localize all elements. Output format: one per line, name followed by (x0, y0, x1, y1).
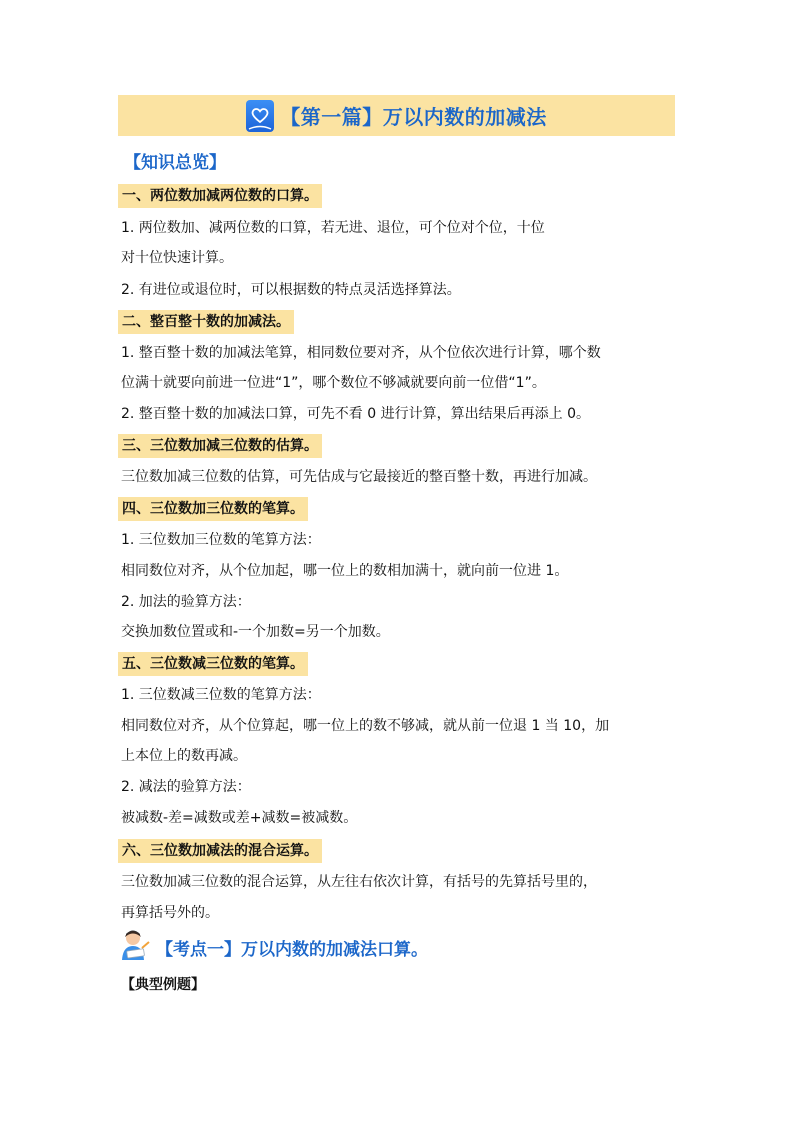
section-heading-6: 六、三位数加减法的混合运算。 (118, 839, 322, 863)
title-banner (118, 95, 675, 136)
kaodian-heading-row (118, 930, 428, 964)
page-title: 【第一篇】万以内数的加减法 (280, 105, 547, 129)
kaodian-heading: 【考点一】万以内数的加减法口算。 (156, 939, 428, 960)
typical-examples-heading: 【典型例题】 (121, 977, 205, 993)
section-heading-1: 一、两位数加减两位数的口算。 (118, 184, 322, 208)
section-5-line-5: 被减数-差=减数或差+减数=被减数。 (121, 810, 358, 826)
section-1-line-1: 1. 两位数加、减两位数的口算，若无进、退位，可个位对个位，十位 (121, 220, 545, 236)
section-6-line-1: 三位数加减三位数的混合运算，从左往右依次计算，有括号的先算括号里的， (121, 874, 597, 890)
section-1-line-2: 对十位快速计算。 (121, 250, 233, 266)
section-2-line-1: 1. 整百整十数的加减法笔算，相同数位要对齐，从个位依次进行计算，哪个数 (121, 345, 601, 361)
section-heading-2: 二、整百整十数的加减法。 (118, 310, 294, 334)
student-reading-icon (118, 928, 152, 966)
section-2-line-2: 位满十就要向前进一位进“1”，哪个数位不够减就要向前一位借“1”。 (121, 375, 546, 391)
section-5-line-3: 上本位上的数再减。 (121, 748, 247, 764)
section-6-line-2: 再算括号外的。 (121, 905, 219, 921)
section-5-line-4: 2. 减法的验算方法： (121, 779, 251, 795)
section-4-line-4: 交换加数位置或和-一个加数=另一个加数。 (121, 624, 390, 640)
section-5-line-2: 相同数位对齐，从个位算起，哪一位上的数不够减，就从前一位退 1 当 10，加 (121, 718, 610, 734)
section-4-line-3: 2. 加法的验算方法： (121, 594, 251, 610)
section-1-line-3: 2. 有进位或退位时，可以根据数的特点灵活选择算法。 (121, 282, 461, 298)
section-4-line-1: 1. 三位数加三位数的笔算方法： (121, 532, 321, 548)
heart-badge-icon (246, 100, 274, 132)
section-heading-5: 五、三位数减三位数的笔算。 (118, 652, 308, 676)
section-3-line-1: 三位数加减三位数的估算，可先估成与它最接近的整百整十数，再进行加减。 (121, 469, 597, 485)
overview-heading: 【知识总览】 (124, 153, 226, 173)
section-heading-3: 三、三位数加减三位数的估算。 (118, 434, 322, 458)
section-4-line-2: 相同数位对齐，从个位加起，哪一位上的数相加满十，就向前一位进 1。 (121, 563, 569, 579)
section-heading-4: 四、三位数加三位数的笔算。 (118, 497, 308, 521)
section-5-line-1: 1. 三位数减三位数的笔算方法： (121, 687, 321, 703)
section-2-line-3: 2. 整百整十数的加减法口算，可先不看 0 进行计算，算出结果后再添上 0。 (121, 406, 590, 422)
